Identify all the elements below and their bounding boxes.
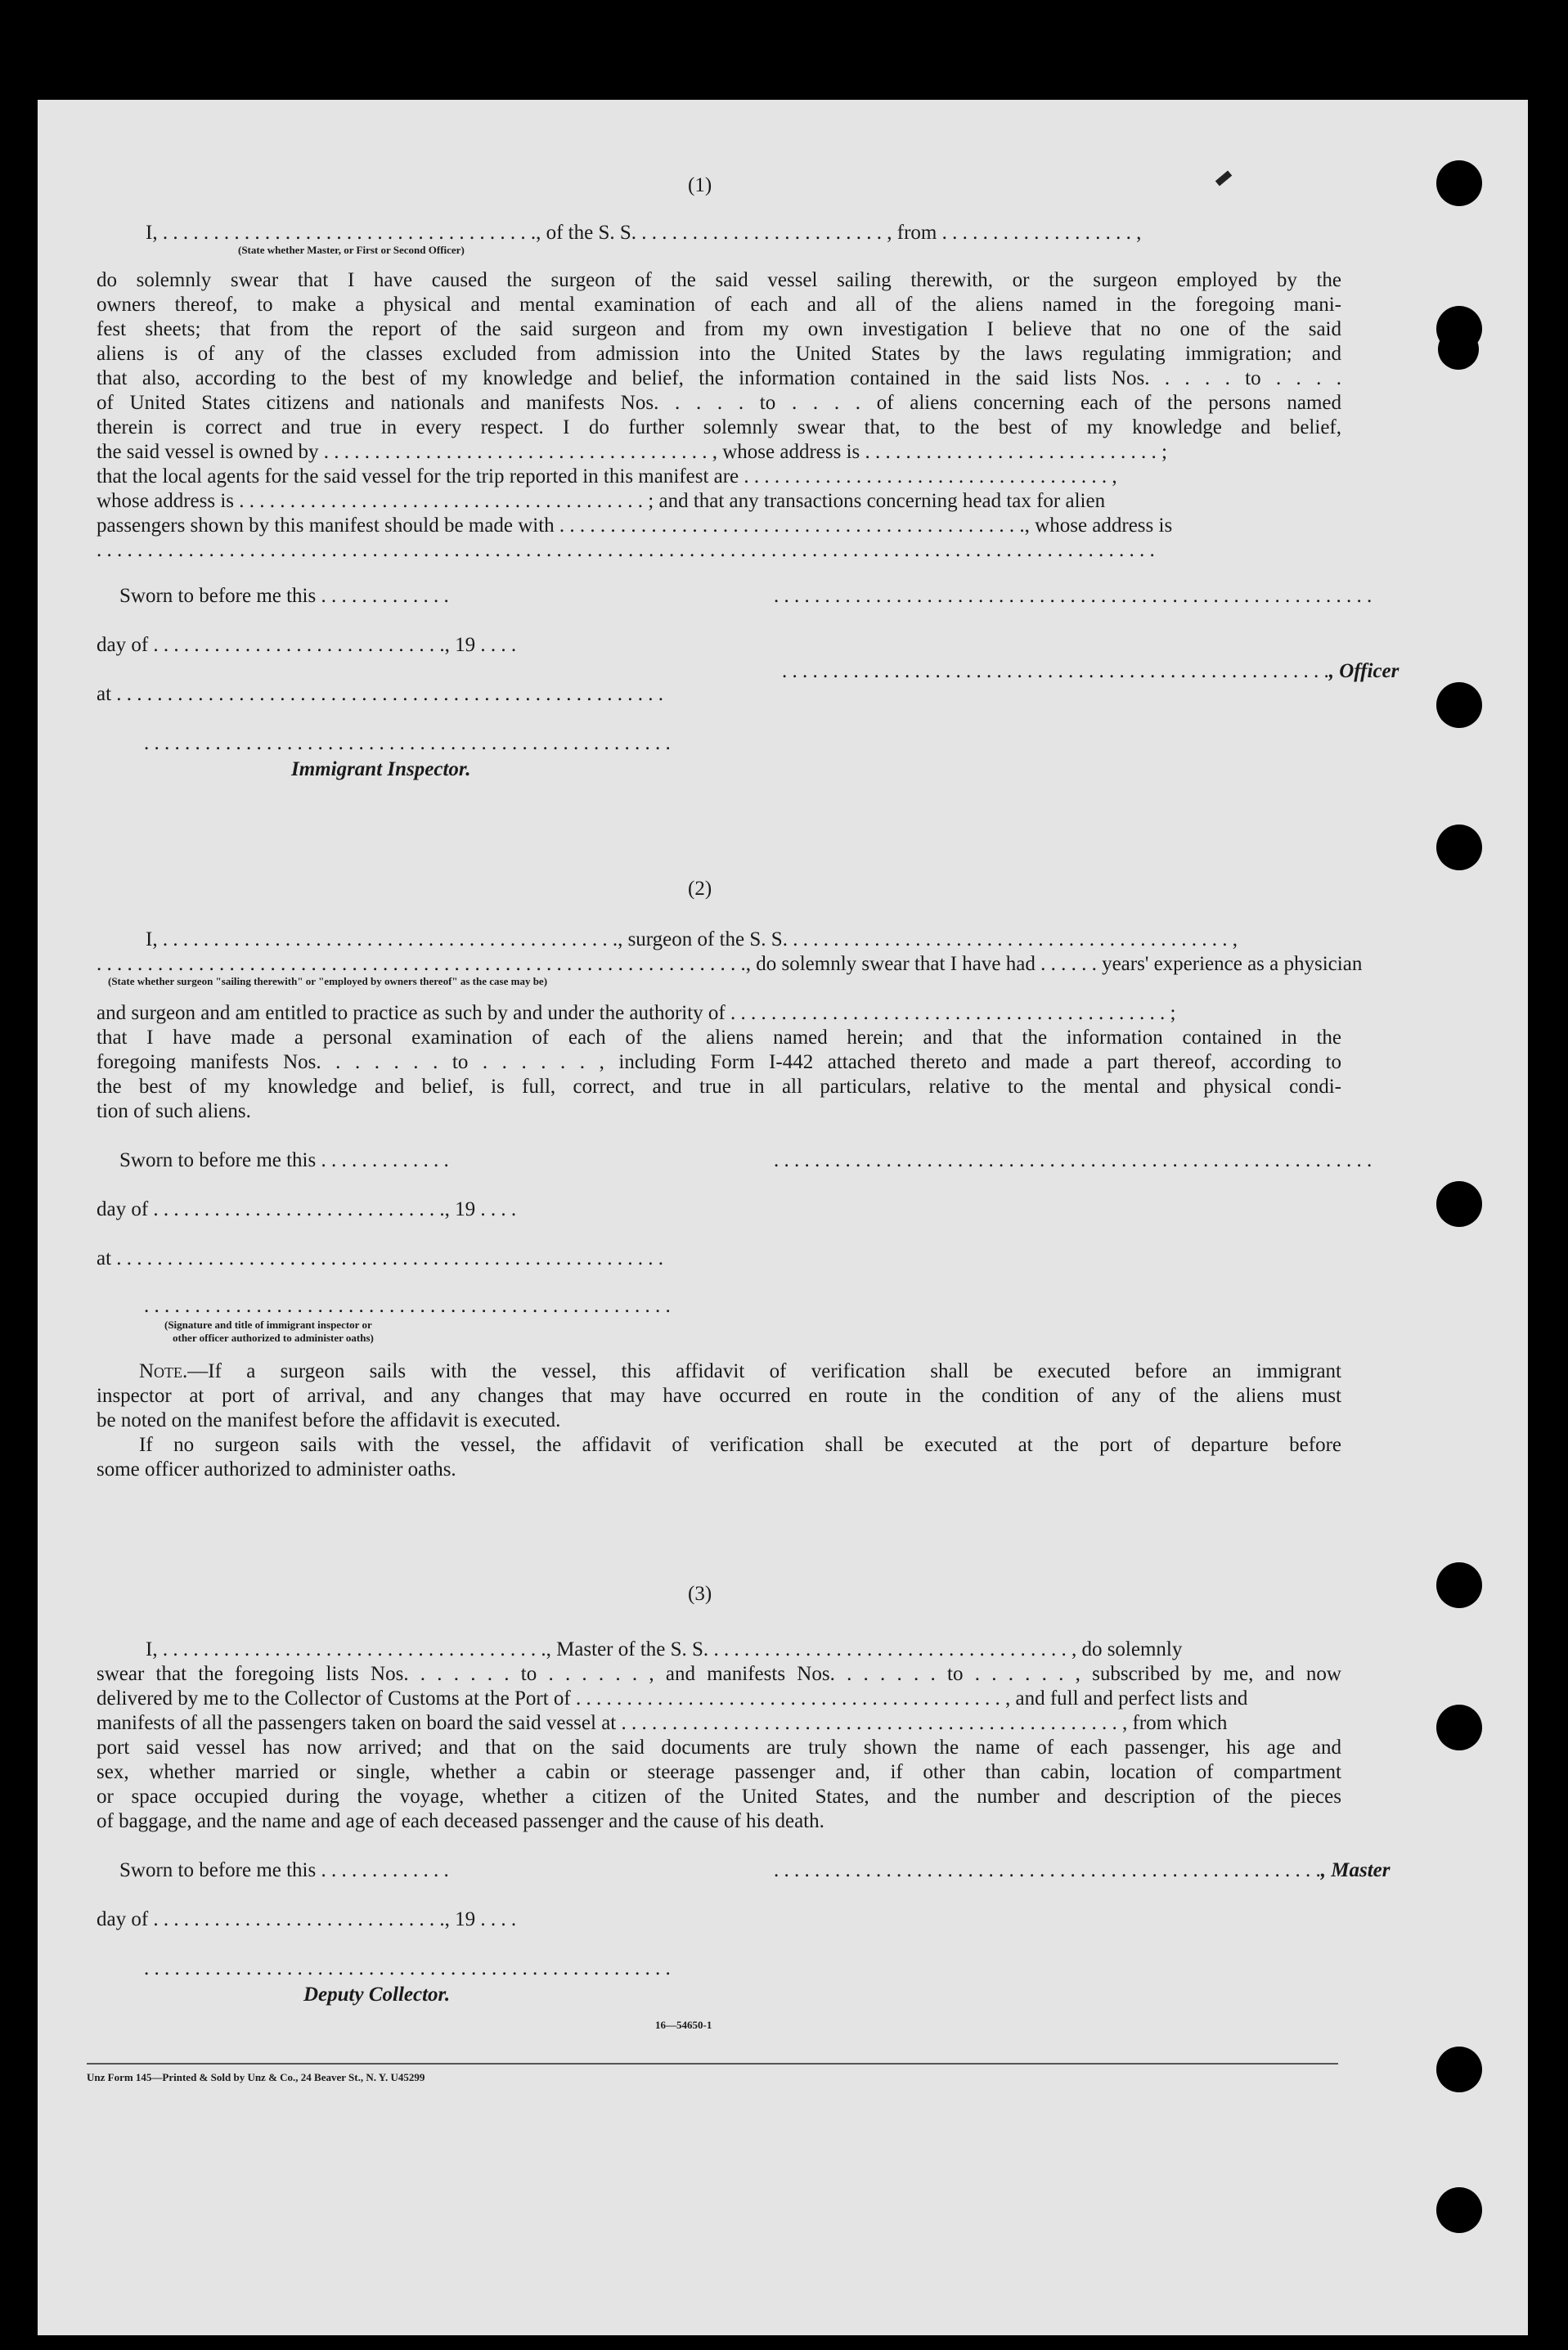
manifest-page xyxy=(38,100,1528,2335)
surgeon-caption: (State whether surgeon "sailing therewith" or "employed by owners thereof" as the case may be) xyxy=(108,975,548,987)
experience-line: . . . . . . . . . . . . . . . . . . . . . . . . . . . . . . . . . . . . . . . . . . . . . . . . . . . . . . . . . . . . . . . ., do solemnly swear that I have had . . . . . . years' experience as a physician xyxy=(97,953,1363,975)
affidavit-3 xyxy=(38,100,1528,2335)
body-line: that I have made a personal examination of each of the aliens named herein; and that the information contained in the xyxy=(97,1027,1341,1049)
day-line: day of . . . . . . . . . . . . . . . . . . . . . . . . . . . . ., 19 . . . . xyxy=(97,1198,517,1220)
sworn-line: Sworn to before me this . . . . . . . . . . . . . xyxy=(119,1149,449,1171)
collector-dots: . . . . . . . . . . . . . . . . . . . . . . . . . . . . . . . . . . . . . . . . . . . . . . . . . . . . xyxy=(144,1957,671,1979)
affidavit-opening: I, . . . . . . . . . . . . . . . . . . . . . . . . . . . . . . . . . . . . . . . . . . . . ., surgeon of the S. S. . . . . . . . . . . . . . . . . . . . . . . . . . . . . . . . . . . . . . . . . . . . , xyxy=(146,928,1238,950)
section-number: (1) xyxy=(688,174,712,196)
collector-title: Deputy Collector. xyxy=(303,1984,451,2006)
body-line: tion of such aliens. xyxy=(97,1100,251,1122)
inspector-title: Immigrant Inspector. xyxy=(291,758,471,780)
body-line: of baggage, and the name and age of each deceased passenger and the cause of his death. xyxy=(97,1810,824,1832)
body-line: owners thereof, to make a physical and mental examination of each and all of the aliens named in the foregoing mani- xyxy=(97,294,1341,316)
body-line: fest sheets; that from the report of the said surgeon and from my own investigation I believe that no one of the said xyxy=(97,318,1341,340)
tax-line: passengers shown by this manifest should be made with . . . . . . . . . . . . . . . . . . . . . . . . . . . . . . . . . . . . . . . . . . . . . ., whose address is xyxy=(97,514,1173,537)
authority-line: and surgeon and am entitled to practice as such by and under the authority of . . . . . . . . . . . . . . . . . . . . . . . . . . . . . . . . . . . . . . . . . . . ; xyxy=(97,1002,1176,1024)
section-number: (2) xyxy=(688,878,712,900)
body-line: sex, whether married or single, whether a cabin or steerage passenger and, if other than cabin, location of compartment xyxy=(97,1761,1341,1783)
signature-caption: other officer authorized to administer oaths) xyxy=(173,1332,374,1344)
officer-caption: (State whether Master, or First or Second Officer) xyxy=(238,244,465,256)
inspector-dots: . . . . . . . . . . . . . . . . . . . . . . . . . . . . . . . . . . . . . . . . . . . . . . . . . . . . xyxy=(144,1295,671,1317)
note-line: inspector at port of arrival, and any changes that may have occurred en route in the condition of any of the aliens must xyxy=(97,1385,1341,1407)
agent-address-line: whose address is . . . . . . . . . . . . . . . . . . . . . . . . . . . . . . . . . . . . . . . . ; and that any transactions concerning head tax for alien xyxy=(97,490,1106,512)
body-line: foregoing manifests Nos. . . . . . . to . . . . . . , including Form I-442 attached thereto and made a part thereof, according to xyxy=(97,1051,1341,1073)
boarded-line: manifests of all the passengers taken on board the said vessel at . . . . . . . . . . . . . . . . . . . . . . . . . . . . . . . . . . . . . . . . . . . . . . . . . , from which xyxy=(97,1712,1228,1734)
note-line: be noted on the manifest before the affidavit is executed. xyxy=(97,1409,561,1431)
agents-line: that the local agents for the said vessel for the trip reported in this manifest are . . . . . . . . . . . . . . . . . . . . . . . . . . . . . . . . . . . . , xyxy=(97,465,1117,488)
affidavit-opening: I, . . . . . . . . . . . . . . . . . . . . . . . . . . . . . . . . . . . . ., of the S. S. . . . . . . . . . . . . . . . . . . . . . . . . , from . . . . . . . . . . . . . . . . . . . , xyxy=(146,222,1142,244)
affidavit-opening: I, . . . . . . . . . . . . . . . . . . . . . . . . . . . . . . . . . . . . . ., Master of the S. S. . . . . . . . . . . . . . . . . . . . . . . . . . . . . . . . . . . . , do solemnly xyxy=(146,1638,1183,1660)
printer-footer: Unz Form 145—Printed & Sold by Unz & Co., 24 Beaver St., N. Y. U45299 xyxy=(87,2071,425,2083)
body-line: aliens is of any of the classes excluded from admission into the United States by the laws regulating immigration; and xyxy=(97,343,1341,365)
form-code: 16—54650-1 xyxy=(655,2019,712,2031)
body-line: do solemnly swear that I have caused the surgeon of the said vessel sailing therewith, or the surgeon employed by the xyxy=(97,269,1341,291)
officer-line: . . . . . . . . . . . . . . . . . . . . . . . . . . . . . . . . . . . . . . . . . . . . . . . . . . . . . ., Officer xyxy=(782,660,1400,682)
owner-line: the said vessel is owned by . . . . . . . . . . . . . . . . . . . . . . . . . . . . . . . . . . . . . . , whose address is . . . . . . . . . . . . . . . . . . . . . . . . . . . . . ; xyxy=(97,441,1167,463)
inspector-dots: . . . . . . . . . . . . . . . . . . . . . . . . . . . . . . . . . . . . . . . . . . . . . . . . . . . . xyxy=(144,732,671,754)
signature-dots: . . . . . . . . . . . . . . . . . . . . . . . . . . . . . . . . . . . . . . . . . . . . . . . . . . . . . . . . . . . xyxy=(774,1149,1373,1171)
note-line: Note.—If a surgeon sails with the vessel, this affidavit of verification shall be executed before an immigrant xyxy=(139,1360,1341,1382)
note-line: some officer authorized to administer oaths. xyxy=(97,1458,456,1481)
body-line: port said vessel has now arrived; and that on the said documents are truly shown the name of each passenger, his age and xyxy=(97,1737,1341,1759)
body-line: of United States citizens and nationals and manifests Nos. . . . . to . . . . of aliens concerning each of the persons named xyxy=(97,392,1341,414)
body-line: that also, according to the best of my knowledge and belief, the information contained in the said lists Nos. . . . . to . . . . xyxy=(97,367,1341,389)
at-line: at . . . . . . . . . . . . . . . . . . . . . . . . . . . . . . . . . . . . . . . . . . . . . . . . . . . . . . xyxy=(97,1247,664,1269)
sworn-line: Sworn to before me this . . . . . . . . . . . . . xyxy=(119,585,449,607)
body-line: therein is correct and true in every respect. I do further solemnly swear that, to the best of my knowledge and belief, xyxy=(97,416,1341,438)
sworn-line: Sworn to before me this . . . . . . . . . . . . . xyxy=(119,1859,449,1881)
dotted-line: . . . . . . . . . . . . . . . . . . . . . . . . . . . . . . . . . . . . . . . . . . . . . . . . . . . . . . . . . . . . . . . . . . . . . . . . . . . . . . . . . . . . . . . . . . . . . . . . . . . . . . . . xyxy=(97,539,1155,561)
body-line: or space occupied during the voyage, whether a citizen of the United States, and the number and description of the pieces xyxy=(97,1786,1341,1808)
day-line: day of . . . . . . . . . . . . . . . . . . . . . . . . . . . . ., 19 . . . . xyxy=(97,634,517,656)
section-number: (3) xyxy=(688,1583,712,1605)
master-line: . . . . . . . . . . . . . . . . . . . . . . . . . . . . . . . . . . . . . . . . . . . . . . . . . . . . . ., Master xyxy=(774,1859,1391,1881)
at-line: at . . . . . . . . . . . . . . . . . . . . . . . . . . . . . . . . . . . . . . . . . . . . . . . . . . . . . . xyxy=(97,683,664,705)
footer-rule xyxy=(87,2063,1338,2065)
day-line: day of . . . . . . . . . . . . . . . . . . . . . . . . . . . . ., 19 . . . . xyxy=(97,1908,517,1930)
signature-dots: . . . . . . . . . . . . . . . . . . . . . . . . . . . . . . . . . . . . . . . . . . . . . . . . . . . . . . . . . . . xyxy=(774,585,1373,607)
note-line: If no surgeon sails with the vessel, the affidavit of verification shall be executed at the port of departure before xyxy=(139,1434,1341,1456)
body-line: swear that the foregoing lists Nos. . . . . . . to . . . . . . , and manifests Nos. . . . . . . to . . . . . . , subscribed by me, and now xyxy=(97,1663,1341,1685)
collector-line: delivered by me to the Collector of Customs at the Port of . . . . . . . . . . . . . . . . . . . . . . . . . . . . . . . . . . . . . . . . . . , and full and perfect lists and xyxy=(97,1687,1248,1710)
body-line: the best of my knowledge and belief, is full, correct, and true in all particulars, relative to the mental and physical condi- xyxy=(97,1076,1341,1098)
signature-caption: (Signature and title of immigrant inspector or xyxy=(164,1319,372,1331)
